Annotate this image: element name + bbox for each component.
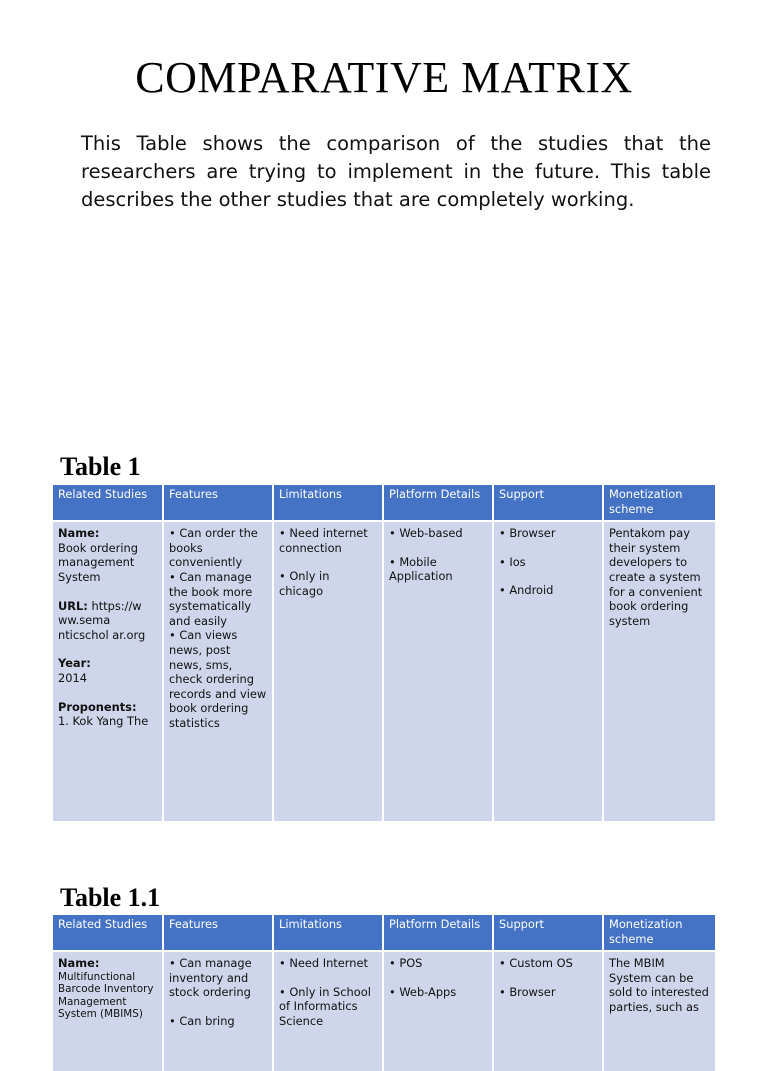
study-name-label: Name: xyxy=(58,956,100,971)
table-row xyxy=(53,521,715,821)
header-monetization-scheme: Monetization scheme xyxy=(603,485,715,521)
header-platform-details: Platform Details xyxy=(383,485,493,521)
intro-paragraph: This Table shows the comparison of the studies that the researchers are trying to implement in the future. This table describes the other studies that are completely working. xyxy=(81,132,711,211)
cell-platform-details xyxy=(383,951,493,1071)
header-platform-details: Platform Details xyxy=(383,915,493,951)
cell-platform-details xyxy=(383,521,493,821)
header-features: Features xyxy=(163,915,273,951)
study-proponents: 1. Kok Yang The xyxy=(58,714,149,729)
study-url-label: URL: xyxy=(58,598,88,613)
header-related-studies: Related Studies xyxy=(53,915,163,951)
cell-related-studies xyxy=(53,521,163,821)
cell-features xyxy=(163,521,273,821)
platform-item: • Web-based xyxy=(389,526,463,541)
header-features: Features xyxy=(163,485,273,521)
feature-item: • Can manage the book more systematically and easily xyxy=(169,569,253,628)
cell-related-studies xyxy=(53,951,163,1071)
header-related-studies: Related Studies xyxy=(53,485,163,521)
cell-monetization: The MBIM System can be sold to interested parties, such as xyxy=(603,951,715,1071)
header-monetization-scheme: Monetization scheme xyxy=(603,915,715,951)
study-url: https://w ww.sema nticschol ar.org xyxy=(58,598,146,642)
feature-item: • Can views news, post news, sms, check ordering records and view book ordering statistics xyxy=(169,628,267,730)
feature-item: • Can manage inventory and stock ordering xyxy=(169,956,252,1000)
study-name: Book ordering management System xyxy=(58,540,138,584)
support-item: • Ios xyxy=(499,554,526,569)
platform-item: • POS xyxy=(389,956,423,971)
feature-item: • Can bring xyxy=(169,1013,235,1028)
table-row xyxy=(53,951,715,1071)
comparison-table-1 xyxy=(53,485,715,821)
limitation-item: • Only in chicago xyxy=(279,569,330,598)
cell-monetization: Pentakom pay their system developers to create a system for a convenient book ordering system xyxy=(603,521,715,821)
support-item: • Android xyxy=(499,583,554,598)
study-proponents-label: Proponents: xyxy=(58,699,137,714)
feature-item: • Can order the books conveniently xyxy=(169,526,258,570)
platform-item: • Mobile Application xyxy=(389,554,453,584)
header-limitations: Limitations xyxy=(273,485,383,521)
cell-features xyxy=(163,951,273,1071)
limitation-item: • Need internet connection xyxy=(279,526,368,555)
cell-support xyxy=(493,951,603,1071)
header-support: Support xyxy=(493,485,603,521)
support-item: • Browser xyxy=(499,984,556,999)
cell-limitations xyxy=(273,951,383,1071)
table-1-1-label: Table 1.1 xyxy=(60,883,161,912)
support-item: • Browser xyxy=(499,526,556,541)
support-item: • Custom OS xyxy=(499,956,573,971)
header-support: Support xyxy=(493,915,603,951)
study-name: Multifunctional Barcode Inventory Management System (MBIMS) xyxy=(58,970,154,1020)
platform-item: • Web-Apps xyxy=(389,984,457,999)
comparison-table-1-1 xyxy=(53,915,715,1071)
study-year-label: Year: xyxy=(58,656,91,671)
table-1-label: Table 1 xyxy=(60,452,141,481)
page-title: COMPARATIVE MATRIX xyxy=(135,53,633,102)
table-1-header-row xyxy=(53,485,715,521)
study-year: 2014 xyxy=(58,670,87,685)
cell-limitations xyxy=(273,521,383,821)
table-1-1-header-row xyxy=(53,915,715,951)
limitation-item: • Need Internet xyxy=(279,956,368,971)
cell-support xyxy=(493,521,603,821)
header-limitations: Limitations xyxy=(273,915,383,951)
limitation-item: • Only in School of Informatics Science xyxy=(279,984,371,1028)
study-name-label: Name: xyxy=(58,526,100,541)
